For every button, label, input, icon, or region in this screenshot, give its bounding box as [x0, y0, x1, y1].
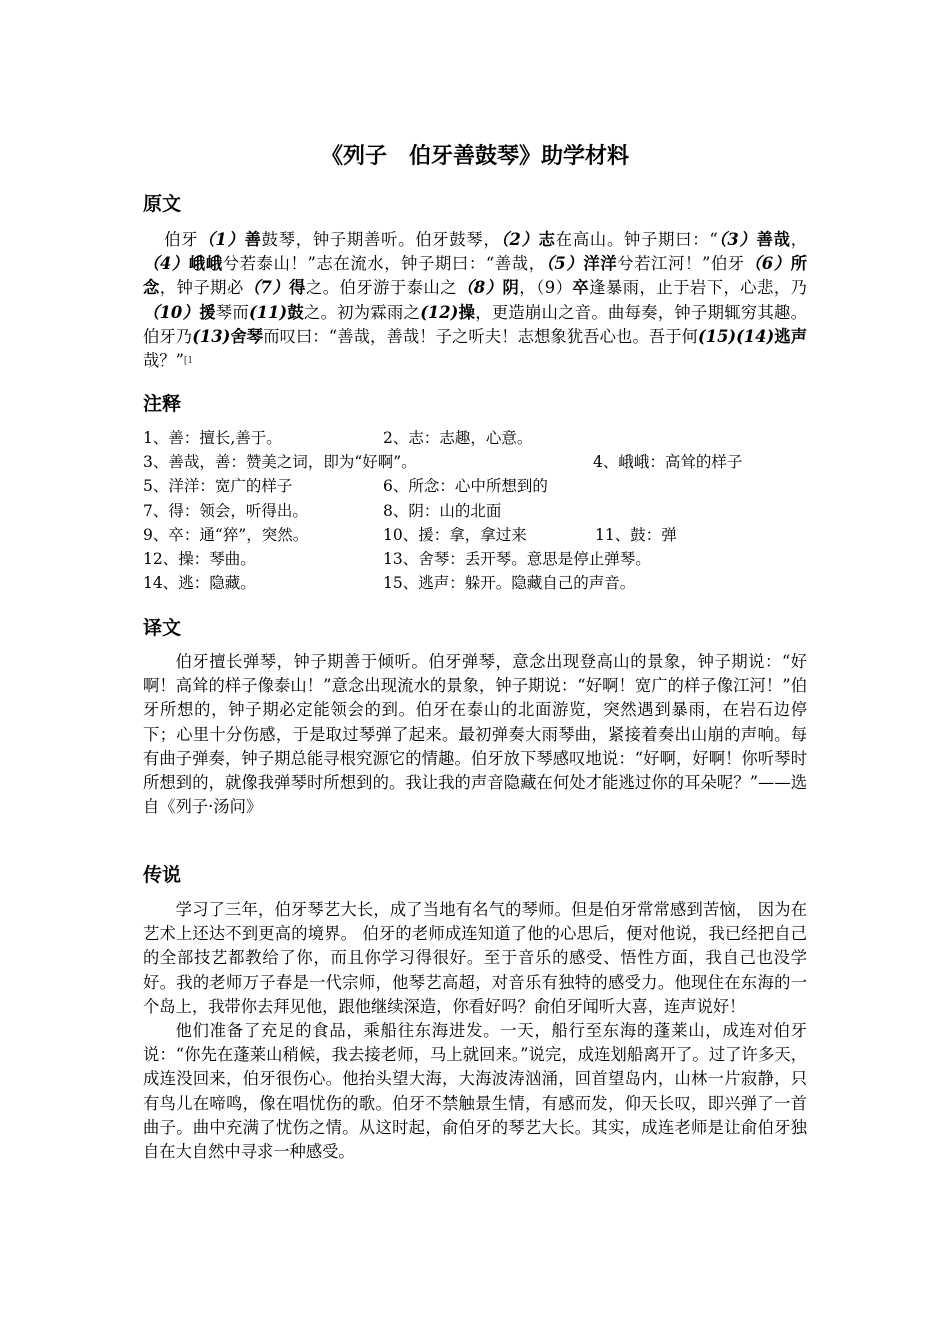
text-segment: ，更造崩山之音。曲每奏，钟子期辄穷其趣。伯牙乃 — [143, 302, 807, 346]
text-segment: （1） — [198, 230, 245, 249]
text-segment: 之。伯牙游于泰山之 — [305, 278, 458, 298]
text-segment: ，钟子期必 — [159, 278, 244, 298]
text-segment: 鼓琴，钟子期善听。伯牙鼓琴， — [261, 230, 501, 249]
text-segment: (11) — [249, 302, 288, 322]
note-item: 7、得：领会，听得出。 — [143, 501, 308, 520]
text-segment: 操 — [458, 302, 476, 322]
note-item: 4、峨峨：高耸的样子 — [593, 453, 743, 472]
text-segment: 之。初为霖雨之 — [304, 302, 421, 322]
note-item: 14、逃：隐藏。 — [143, 574, 256, 593]
text-segment: 洋洋 — [583, 254, 618, 274]
text-segment: （3） — [717, 230, 757, 249]
note-item: 1、善：擅长,善于。 — [143, 429, 282, 447]
legend-text — [143, 898, 807, 1164]
text-segment: ， — [790, 230, 807, 249]
note-item: 15、逃声：躲开。隐藏自己的声音。 — [383, 574, 636, 593]
note-item: 3、善哉，善：赞美之词，即为“好啊”。 — [143, 453, 417, 472]
heading-notes: 注释 — [143, 393, 182, 415]
text-segment: 得 — [289, 278, 306, 298]
text-segment: 善哉 — [756, 230, 791, 249]
text-segment: （8） — [457, 278, 503, 298]
note-item: 13、舍琴：丢开琴。意思是停止弹琴。 — [383, 549, 651, 568]
note-item: 9、卒：通“猝”，突然。 — [143, 525, 309, 544]
note-item: 2、志：志趣，心意。 — [383, 429, 533, 447]
note-item: 12、操：琴曲。 — [143, 549, 256, 568]
text-segment: (15)(14) — [698, 326, 775, 346]
text-segment: 哉？” — [143, 351, 184, 371]
text-segment: 援 — [199, 302, 216, 322]
translation-paragraph: 伯牙擅长弹琴，钟子期善于倾听。伯牙弹琴，意念出现登高山的景象，钟子期说：“好啊！高耸的样子像泰山！”意念出现流水的景象，钟子期说：“好啊！宽广的样子像江河！”伯牙所想的，钟子期必定能领会的到。伯牙在泰山的北面游览，突然遇到暴雨，在岩石边停下；心里十分伤感，于是取过琴弹了起来。最初弹奏大雨琴曲，紧接着奏出山崩的声响。每有曲子弹奏，钟子期总能寻根究源它的情趣。伯牙放下琴感叹地说：“好啊，好啊！你听琴时所想到的，就像我弹琴时所想到的。我让我的声音隐藏在何处才能逃过你的耳朵呢？”——选自《列子·汤问》 — [143, 652, 807, 817]
text-segment: （6） — [744, 254, 791, 274]
text-segment: 琴而 — [215, 302, 249, 322]
heading-original: 原文 — [143, 193, 182, 215]
text-segment: 在高山。钟子期曰：“ — [555, 230, 718, 249]
text-segment: 逢暴雨，止于岩下，心悲，乃 — [589, 278, 807, 298]
note-item: 8、阴：山的北面 — [383, 501, 502, 520]
text-segment: 舍琴 — [230, 326, 264, 346]
text-segment: ，（9） — [519, 278, 573, 298]
text-segment: 逃声 — [774, 326, 807, 346]
text-segment: 阴 — [502, 278, 520, 298]
text-segment: （10） — [143, 302, 200, 322]
note-item: 11、鼓：弹 — [595, 525, 677, 544]
text-segment: （4） — [143, 254, 189, 274]
original-paragraph — [143, 228, 807, 373]
text-segment: （2） — [500, 230, 539, 249]
text-segment: (13) — [192, 326, 231, 346]
text-segment: 卒 — [572, 278, 590, 298]
translation-text — [143, 650, 807, 819]
text-segment: 善 — [244, 230, 262, 249]
original-text — [143, 228, 807, 373]
heading-legend: 传说 — [143, 864, 182, 886]
text-segment: 峨峨 — [188, 254, 223, 274]
page-title: 《列子 伯牙善鼓琴》助学材料 — [320, 144, 629, 169]
text-segment: 所念 — [143, 254, 807, 298]
footnote-marker: [1 — [183, 356, 194, 367]
notes-list — [143, 426, 823, 595]
legend-paragraph: 他们准备了充足的食品，乘船往东海进发。一天，船行至东海的蓬莱山，成连对伯牙说：“你先在蓬莱山稍候，我去接老师，马上就回来。”说完，成连划船离开了。过了许多天，成连没回来，伯牙很伤心。他抬头望大海，大海波涛汹涌，回首望岛内，山林一片寂静，只有鸟儿在啼鸣，像在唱忧伤的歌。伯牙不禁触景生情，有感而发，仰天长叹，即兴弹了一首曲子。曲中充满了忧伤之情。从这时起，俞伯牙的琴艺大长。其实，成连老师是让俞伯牙独自在大自然中寻求一种感受。 — [143, 1021, 807, 1162]
note-item: 6、所念：心中所想到的 — [383, 477, 548, 496]
text-segment: 伯牙 — [164, 230, 199, 249]
text-segment: 志 — [538, 230, 556, 249]
text-segment: 兮若江河！”伯牙 — [617, 254, 745, 274]
note-item: 10、援：拿，拿过来 — [383, 525, 527, 544]
text-segment: 而叹曰：“善哉，善哉！子之听夫！志想象犹吾心也。吾于何 — [263, 326, 699, 346]
heading-translation: 译文 — [143, 617, 182, 639]
text-segment: （5） — [545, 254, 584, 274]
text-segment: (12) — [420, 302, 459, 322]
text-segment: 兮若泰山！”志在流水，钟子期曰：“善哉， — [222, 254, 546, 274]
legend-paragraph: 学习了三年，伯牙琴艺大长，成了当地有名气的琴师。但是伯牙常常感到苦恼， 因为在艺术上还达不到更高的境界。 伯牙的老师成连知道了他的心思后，便对他说，我已经把自己的全部技艺都教给了你，而且你学习得很好。至于音乐的感受、悟性方面，我自己也没学好。我的老师万子春是一代宗师，他琴艺高超，对音乐有独特的感受力。他现住在东海的一个岛上，我带你去拜见他，跟他继续深造，你看好吗？俞伯牙闻听大喜，连声说好！ — [143, 900, 807, 1016]
note-item: 5、洋洋：宽广的样子 — [143, 477, 293, 496]
text-segment: （7） — [243, 278, 290, 298]
text-segment: 鼓 — [287, 302, 304, 322]
